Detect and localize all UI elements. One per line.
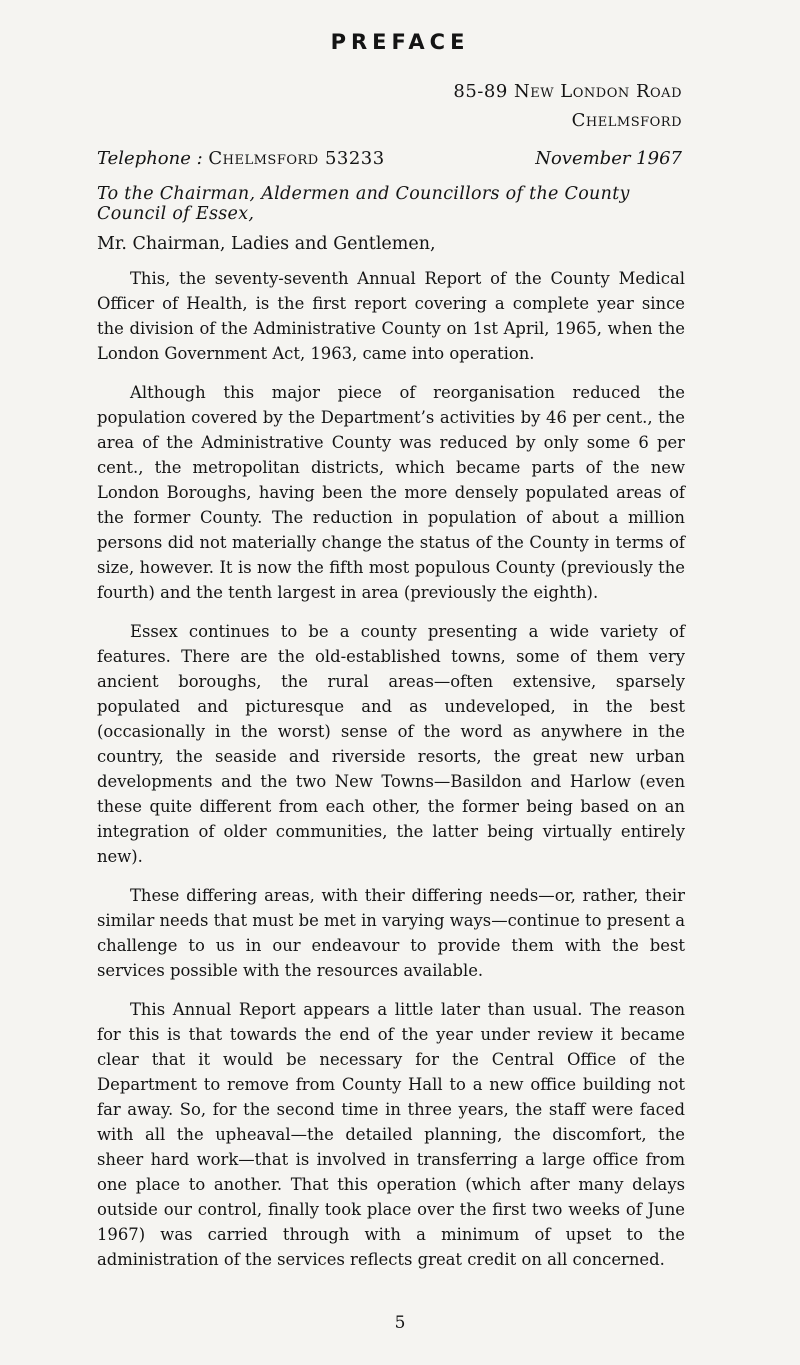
paragraph: Although this major piece of reorganisation reduced the population covered by the Department’s activities by 46 per cent., the area of the Administrative County was reduced by only some 6 per cent., the metropolitan districts, which became parts of the new London Boroughs, having been the more densely populated areas of the former County. The reduction in population of about a million persons did not materially change the status of the County in terms of size, however. It is now the fifth most populous County (previously the fourth) and the tenth largest in area (previously the eighth).: [97, 383, 685, 602]
paragraph: This, the seventy-seventh Annual Report of the County Medical Officer of Health, is the first report covering a complete year since the division of the Administrative County on 1st April, 1965, when the London Government Act, 1963, came into operation.: [97, 269, 685, 363]
letter-date: November 1967: [535, 148, 682, 169]
paragraph: Essex continues to be a county presenting a wide variety of features. There are the old-established towns, some of them very ancient boroughs, the rural areas—often extensive, sparsely populated and picturesque and as undeveloped, in the best (occasionally in the worst) sense of the word as anywhere in the country, the seaside and riverside resorts, the great new urban developments and the two New Towns—Basildon and Harlow (even these quite different from each other, the former being based on an integration of older communities, the latter being virtually entirely new).: [97, 622, 685, 866]
salutation: Mr. Chairman, Ladies and Gentlemen,: [97, 234, 436, 254]
telephone-date-row: [97, 148, 682, 169]
address-line-1: 85-89 New London Road: [453, 81, 682, 102]
addressee: To the Chairman, Aldermen and Councillors of the County Council of Essex,: [97, 184, 630, 224]
telephone-label: Telephone :: [97, 148, 203, 169]
address-line-2: Chelmsford: [571, 110, 682, 131]
telephone-number: Chelmsford 53233: [208, 148, 385, 169]
paragraph: These differing areas, with their differing needs—or, rather, their similar needs that must be met in varying ways—continue to present a challenge to us in our endeavour to provide them with the best services possible with the resources available.: [97, 886, 685, 980]
body-text: [97, 266, 685, 1286]
telephone: [97, 148, 385, 169]
sender-address: [453, 77, 682, 135]
page-title: PREFACE: [330, 30, 470, 54]
page-number: 5: [394, 1313, 406, 1333]
paragraph: This Annual Report appears a little later than usual. The reason for this is that towards the end of the year under review it became clear that it would be necessary for the Central Office of the Department to remove from County Hall to a new office building not far away. So, for the second time in three years, the staff were faced with all the upheaval—the detailed planning, the discomfort, the sheer hard work—that is involved in transferring a large office from one place to another. That this operation (which after many delays outside our control, finally took place over the first two weeks of June 1967) was carried through with a minimum of upset to the administration of the services reflects great credit on all concerned.: [97, 1000, 685, 1269]
